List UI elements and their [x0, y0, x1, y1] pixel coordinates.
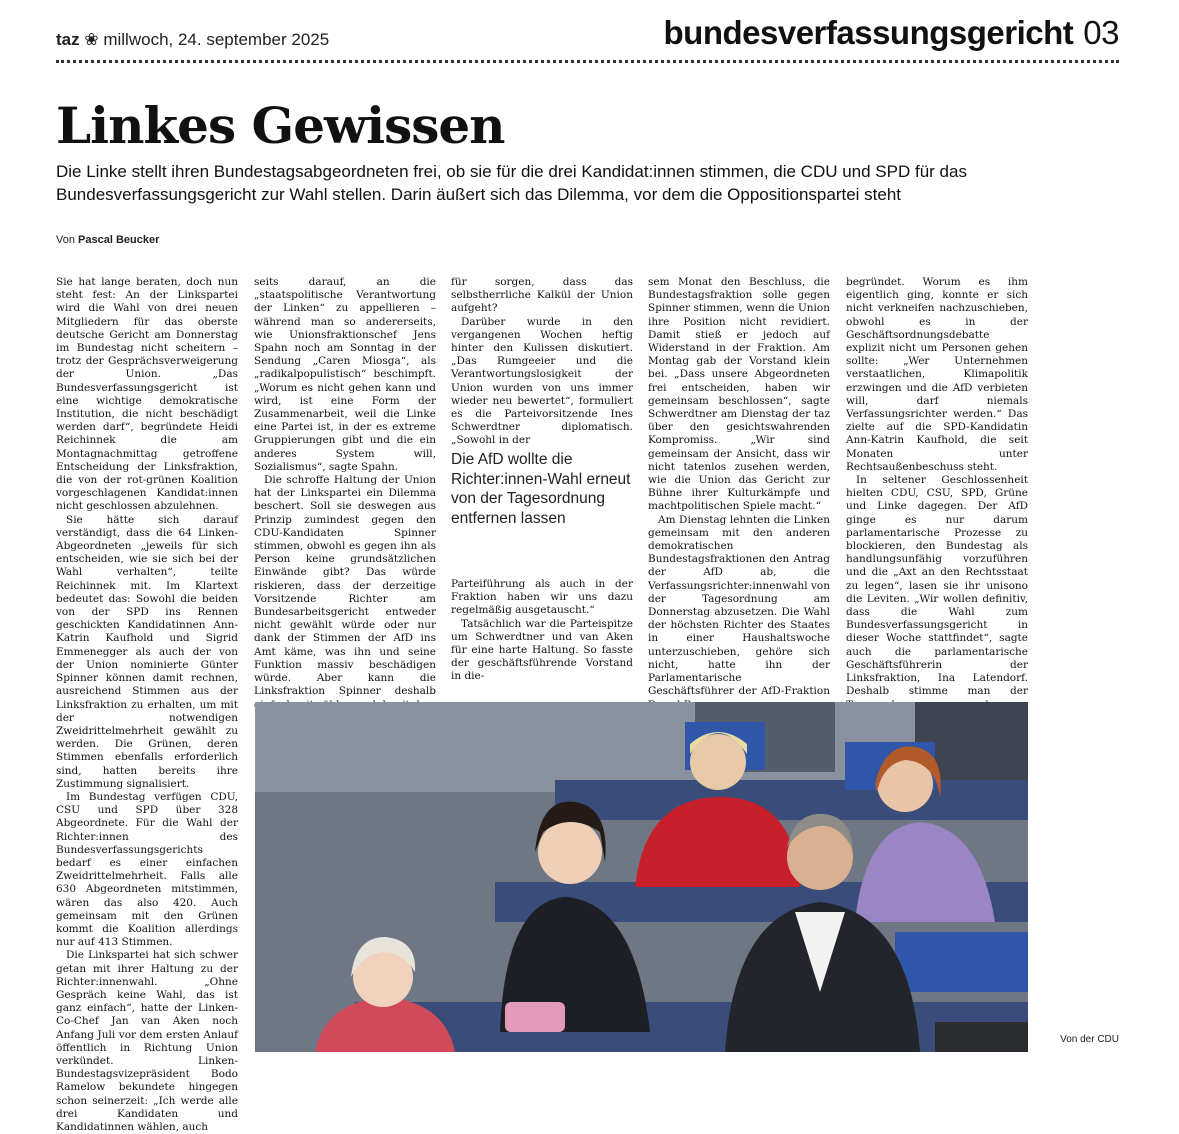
page-number: 03: [1083, 14, 1119, 51]
paragraph: Darüber wurde in den vergangenen Wochen heftig hinter den Kulissen diskutiert. „Das Rumgeeier und die Verantwortungslosigkeit der Union wurden von uns immer wieder neu bewertet“, formuliert es die Parteivorsitzende Ines Schwerdtner diplomatisch. „Sowohl in der: [451, 315, 633, 447]
photo-caption: Von der CDU: [1060, 1034, 1119, 1045]
column-3-top: [451, 276, 633, 447]
paragraph: für sorgen, dass das selbstherrliche Kalkül der Union aufgeht?: [451, 276, 633, 315]
paragraph: sem Monat den Beschluss, die Bundestagsfraktion solle gegen Spinner stimmen, wenn die Union ihre Position nicht revidiert. Damit stieß er jedoch auf Widerstand in der Fraktion. Am Montag gab der Vorstand klein bei. „Dass unsere Abgeordneten frei entscheiden, haben wir gemeinsam beschlossen“, sagte Schwerdtner am Dienstag der taz über den gesichtswahrenden Kompromiss. „Wir sind gemeinsam der Ansicht, dass wir nicht tatenlos zusehen werden, wie die Union das Gericht zur Bühne ihrer Kulturkämpfe und machtpolitischen Spiele macht.“: [648, 276, 830, 513]
headline: Linkes Gewissen: [56, 96, 505, 155]
paragraph: Die schroffe Haltung der Union hat der Linkspartei ein Dilemma beschert. Soll sie deswegen aus Prinzip zumindest gegen den CDU-Kandidaten Spinner stimmen, obwohl es gegen ihn als Person keine grundsätzlichen Einwände gibt? Das würde riskieren, dass der derzeitige Vorsitzende Richter am Bundesarbeitsgericht entweder nicht gewählt würde oder nur dank der Stimmen der AfD ins Amt käme, was ihn und seine Funktion massiv beschädigen würde. Aber kann die Linksfraktion Spinner deshalb: [254, 474, 436, 698]
column-2: [254, 276, 436, 698]
pull-quote: Die AfD wollte die Richter:innen-Wahl erneut von der Tagesordnung entfernen lassen: [451, 451, 631, 527]
pink-handbag: [505, 1002, 565, 1032]
author-name: Pascal Beucker: [78, 234, 160, 246]
article-photo: [255, 702, 1028, 1052]
chair: [895, 932, 1028, 992]
issue-date: millwoch, 24. september 2025: [103, 30, 330, 49]
column-3: [451, 276, 633, 686]
person-head: [538, 820, 602, 884]
photo-illustration: [255, 702, 1028, 1052]
bench-row-top: [555, 780, 1028, 820]
masthead-left: [56, 30, 329, 50]
paragraph: Sie hätte sich darauf verständigt, dass die 64 Linken-Abgeordneten „jeweils für sich entscheiden, wie sie sich bei der Wahl verhalten“, teilte Reichinnek mit. Im Klartext bedeutet das: Sowohl die beiden von der SPD ins Rennen geschickten Kandidatinnen Ann-Katrin Kaufhold und Sigrid Emmenegger als auch der von der Union nominierte Günter Spinner können damit rechnen, ausreichend Stimmen aus der Linksfraktion zu erhalten, um mit der notwendigen Zweidrittelmehrheit gewählt zu werden. Die Grünen, deren Stimmen ebenfalls erforderlich sind, hatten bereits ihre Zustimmung signalisiert.: [56, 513, 238, 790]
paragraph: Im Bundestag verfügen CDU, CSU und SPD über 328 Abgeordnete. Für die Wahl der Richter:innen des Bundesverfassungsgerichts bedarf es einer einfachen Zweidrittelmehrheit. Falls alle 630 Abgeordneten mitstimmen, wären das also 420. Auch gemeinsam mit den Grünen kommt die Koalition allerdings nur auf 413 Stimmen.: [56, 790, 238, 949]
person-foreground: [935, 1022, 1028, 1052]
paragraph: Tatsächlich war die Parteispitze um Schwerdtner und van Aken für eine harte Haltung. So fasste der geschäftsführende Vorstand in die-: [451, 617, 633, 683]
paw-icon: ❀: [84, 30, 99, 49]
dotted-divider: [56, 60, 1119, 63]
brand-name: taz: [56, 30, 80, 49]
paragraph: Sie hat lange beraten, doch nun steht fest: An der Linkspartei wird die Wahl von drei neuen Mitgliedern für das oberste deutsche Gericht am Donnerstag im Bundestag nicht scheitern – trotz der Gesprächsverweigerung der Union. „Das Bundesverfassungsgericht ist eine wichtige demokratische Institution, die nicht beschädigt werden darf“, begründete Heidi Reichinnek die am Montagnachmittag getroffene Entscheidung der Linksfraktion, die von der rot-grünen Koalition vorgeschlagenen Kandidat:innen nicht geschlossen abzulehnen.: [56, 276, 238, 513]
column-4: [648, 276, 831, 698]
bench-row-bottom: [355, 1002, 1028, 1052]
column-5: [846, 276, 1028, 698]
paragraph: begründet. Worum es ihm eigentlich ging, konnte er sich nicht verkneifen nachzuschieben, obwohl es in der Geschäftsordnungsdebatte explizit nicht um Personen gehen sollte: „Wer Unternehmen verstaatlichen, Klimapolitik erzwingen und die AfD verbieten will, darf niemals Verfassungsrichter werden.“ Das zielte auf die SPD-Kandidatin Ann-Katrin Kaufhold, die seit Monaten unter Rechtsaußenbeschuss steht.: [846, 276, 1028, 473]
paragraph: Die Linkspartei hat sich schwer getan mit ihrer Haltung zu der Richter:innenwahl. „Ohne Gespräch keine Wahl, das ist ganz einfach“, hatte der Linken-Co-Chef Jan van Aken noch Anfang Juli vor dem ersten Anlauf öffentlich in Richtung Union verkündet. Linken-Bundestagsvizepräsident Bodo Ramelow bekundete hingegen schon seinerzeit: „Ich werde alle drei Kandidaten und Kandidatinnen wählen, auch: [56, 949, 238, 1133]
byline: [56, 234, 159, 246]
masthead-right: [664, 14, 1120, 52]
section-title: bundesverfassungsgericht: [663, 14, 1074, 51]
paragraph: In seltener Geschlossenheit hielten CDU, CSU, SPD, Grüne und Linke dagegen. Der AfD ginge es nur darum parlamentarische Prozesse zu blockieren, den Bundestag als handlungsunfähig vorzuführen und die „Axt an den Rechtsstaat zu legen“, lasen sie ihr unisono die Leviten. „Wir wollen definitiv, dass die Wahl zum Bundesverfassungsgericht in dieser Woche stattfindet“, sagte auch die parlamentarische Geschäftsführerin der Linksfraktion, Ina Latendorf. Deshalb stimme man der: [846, 474, 1028, 698]
subhead: Die Linke stellt ihren Bundestagsabgeordneten frei, ob sie für die drei Kandidat:innen stimmen, die CDU und SPD für das Bundesverfassungsgericht zur Wahl stellen. Darin äußert sich das Dilemma, vor dem die Oppositionspartei steht: [56, 162, 967, 204]
paragraph: seits darauf, an die „staatspolitische Verantwortung der Linken“ zu appellieren – während man so andererseits, wie Unionsfraktionschef Jens Spahn noch am Sonntag in der Sendung „Caren Miosga“, als „radikalpopulistisch“ beschimpft. „Worum es nicht gehen kann und wird, ist eine Form der Zusammenarbeit, weil die Linke eine Partei ist, in der es extreme Gruppierungen gibt und die ein anderes System will, Sozialismus“, sagte Spahn.: [254, 276, 436, 473]
byline-prefix: Von: [56, 234, 75, 246]
column-3-bottom: [451, 578, 633, 686]
paragraph: Am Dienstag lehnten die Linken gemeinsam mit den anderen demokratischen Bundestagsfraktionen den Antrag der AfD ab, die Verfassungsrichter:innenwahl von der Tagesordnung am Donnerstag abzusetzen. Die Wahl der höchsten Richter des Staates in einer Haushaltswoche unterzuschieben, gehöre sich nicht, hatte ihn der Parlamentarische Geschäftsführer der AfD-Fraktion: [648, 513, 831, 698]
column-1: [56, 276, 238, 1133]
paragraph: Parteiführung als auch in der Fraktion haben wir uns dazu regelmäßig ausgetauscht.“: [451, 578, 633, 617]
